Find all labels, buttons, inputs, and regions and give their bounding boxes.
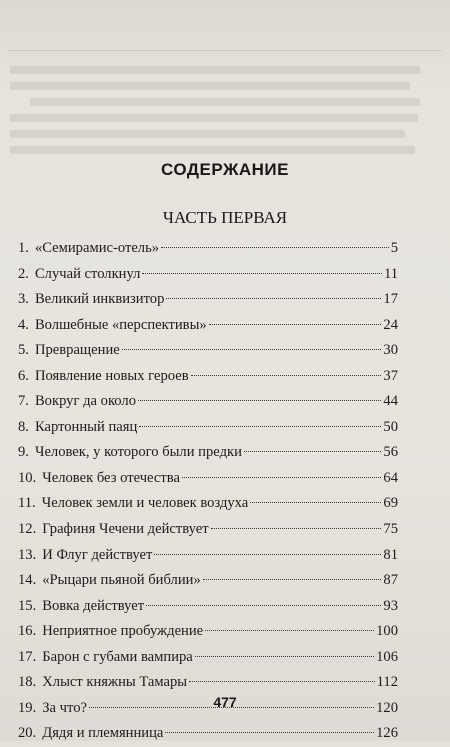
toc-entry[interactable] <box>18 262 398 288</box>
toc-entry[interactable] <box>18 236 398 262</box>
toc-entry-number: 19. <box>18 699 37 716</box>
dot-leader <box>166 298 381 299</box>
toc-entry-number: 3. <box>18 291 29 308</box>
toc-entry-title: Вовка действует <box>42 597 145 614</box>
show-through-text <box>0 0 450 160</box>
dot-leader <box>244 451 382 452</box>
toc-entry[interactable] <box>18 517 398 543</box>
toc-entry-page: 37 <box>383 367 398 384</box>
toc-entry-page: 120 <box>376 699 398 716</box>
toc-entry-number: 20. <box>18 725 37 742</box>
toc-entry-number: 15. <box>18 597 37 614</box>
toc-entry-number: 5. <box>18 342 29 359</box>
toc-entry[interactable] <box>18 568 398 594</box>
toc-entry-page: 126 <box>376 725 398 742</box>
toc-entry[interactable] <box>18 338 398 364</box>
toc-entry-number: 2. <box>18 265 29 282</box>
dot-leader <box>142 273 382 274</box>
toc-entry-title: Волшебные «перспективы» <box>34 316 207 333</box>
toc-entry-page: 93 <box>383 597 398 614</box>
toc-entry[interactable] <box>18 287 398 313</box>
toc-entry-number: 9. <box>18 444 29 461</box>
toc-entry-title: «Рыцари пьяной библии» <box>42 572 201 589</box>
toc-entry-title: Человек без отечества <box>42 469 180 486</box>
part-heading: ЧАСТЬ ПЕРВАЯ <box>162 208 288 227</box>
dot-leader <box>191 375 382 376</box>
toc-entry-number: 16. <box>18 623 37 640</box>
toc-entry-title: Картонный паяц <box>34 418 138 435</box>
toc-entry[interactable] <box>18 415 398 441</box>
toc-entry-number: 13. <box>18 546 37 563</box>
toc-entry-title: Неприятное пробуждение <box>42 623 204 640</box>
toc-entry-number: 6. <box>18 367 29 384</box>
toc-entry[interactable] <box>18 440 398 466</box>
toc-entry[interactable] <box>18 721 398 747</box>
toc-entry[interactable] <box>18 543 398 569</box>
dot-leader <box>165 732 374 733</box>
toc-entry-number: 4. <box>18 316 29 333</box>
toc-entry-page: 11 <box>383 265 398 282</box>
toc-entry-title: Барон с губами вампира <box>42 648 193 665</box>
toc-entry-page: 69 <box>383 495 398 512</box>
dot-leader <box>138 400 381 401</box>
show-through-line <box>10 114 418 122</box>
toc-entry-title: За что? <box>42 699 87 716</box>
dot-leader <box>195 656 374 657</box>
toc-entry-number: 17. <box>18 648 37 665</box>
toc-entry-title: Графиня Чечени действует <box>42 521 209 538</box>
toc-entry[interactable] <box>18 313 398 339</box>
toc-entry-number: 10. <box>18 469 37 486</box>
toc-entry-title: И Флуг действует <box>42 546 153 563</box>
toc-entry[interactable] <box>18 619 398 645</box>
dot-leader <box>182 477 381 478</box>
toc-entry-page: 87 <box>383 572 398 589</box>
toc-heading: СОДЕРЖАНИЕ <box>161 160 289 179</box>
dot-leader <box>250 502 381 503</box>
toc-entry-number: 12. <box>18 521 37 538</box>
toc-entry-title: «Семирамис-отель» <box>34 240 160 256</box>
toc-entry-page: 81 <box>383 546 398 563</box>
toc-entry-title: Человек, у которого были предки <box>34 444 242 461</box>
show-through-line <box>10 82 410 90</box>
toc-entry-page: 112 <box>376 674 398 691</box>
show-through-line <box>10 146 415 154</box>
toc-entry-page: 75 <box>383 521 398 538</box>
toc-entry[interactable] <box>18 645 398 671</box>
show-through-line <box>10 66 420 74</box>
toc-entry-page: 44 <box>383 393 398 410</box>
toc-entry-title: Вокруг да около <box>34 393 136 410</box>
dot-leader <box>189 681 375 682</box>
dot-leader <box>139 426 381 427</box>
toc-entry-page: 56 <box>383 444 398 461</box>
toc-entry[interactable] <box>18 466 398 492</box>
show-through-line <box>10 130 405 138</box>
toc-entry-number: 14. <box>18 572 37 589</box>
toc-entry-page: 64 <box>383 469 398 486</box>
toc-entry[interactable] <box>18 491 398 517</box>
show-through-header <box>8 28 442 51</box>
dot-leader <box>161 247 389 248</box>
show-through-line <box>30 98 420 106</box>
dot-leader <box>211 528 382 529</box>
toc-entry-number: 7. <box>18 393 29 410</box>
toc-entry-page: 106 <box>376 648 398 665</box>
toc-entry-title: Дядя и племянница <box>42 725 164 742</box>
toc-entry-page: 30 <box>383 342 398 359</box>
dot-leader <box>205 630 374 631</box>
toc-entry-number: 1. <box>18 240 29 256</box>
toc-entry-page: 50 <box>383 418 398 435</box>
dot-leader <box>146 605 381 606</box>
toc-entry-page: 24 <box>383 316 398 333</box>
toc-entry-number: 11. <box>18 495 36 512</box>
dot-leader <box>209 324 382 325</box>
toc-list <box>18 236 398 747</box>
toc-entry-title: Появление новых героев <box>34 367 189 384</box>
toc-entry-page: 5 <box>390 240 398 256</box>
toc-entry[interactable] <box>18 594 398 620</box>
toc-entry-title: Превращение <box>34 342 120 359</box>
toc-entry-page: 100 <box>376 623 398 640</box>
toc-entry-title: Человек земли и человек воздуха <box>41 495 249 512</box>
toc-entry[interactable] <box>18 389 398 415</box>
toc-entry-title: Хлыст княжны Тамары <box>42 674 188 691</box>
toc-entry-title: Случай столкнул <box>34 265 141 282</box>
dot-leader <box>122 349 382 350</box>
toc-entry-title: Великий инквизитор <box>34 291 165 308</box>
toc-entry-number: 8. <box>18 418 29 435</box>
toc-entry[interactable] <box>18 364 398 390</box>
dot-leader <box>203 579 382 580</box>
dot-leader <box>154 554 381 555</box>
page-number: 477 <box>213 694 237 710</box>
toc-entry-page: 17 <box>383 291 398 308</box>
toc-entry-number: 18. <box>18 674 37 691</box>
toc-entry[interactable] <box>18 670 398 696</box>
